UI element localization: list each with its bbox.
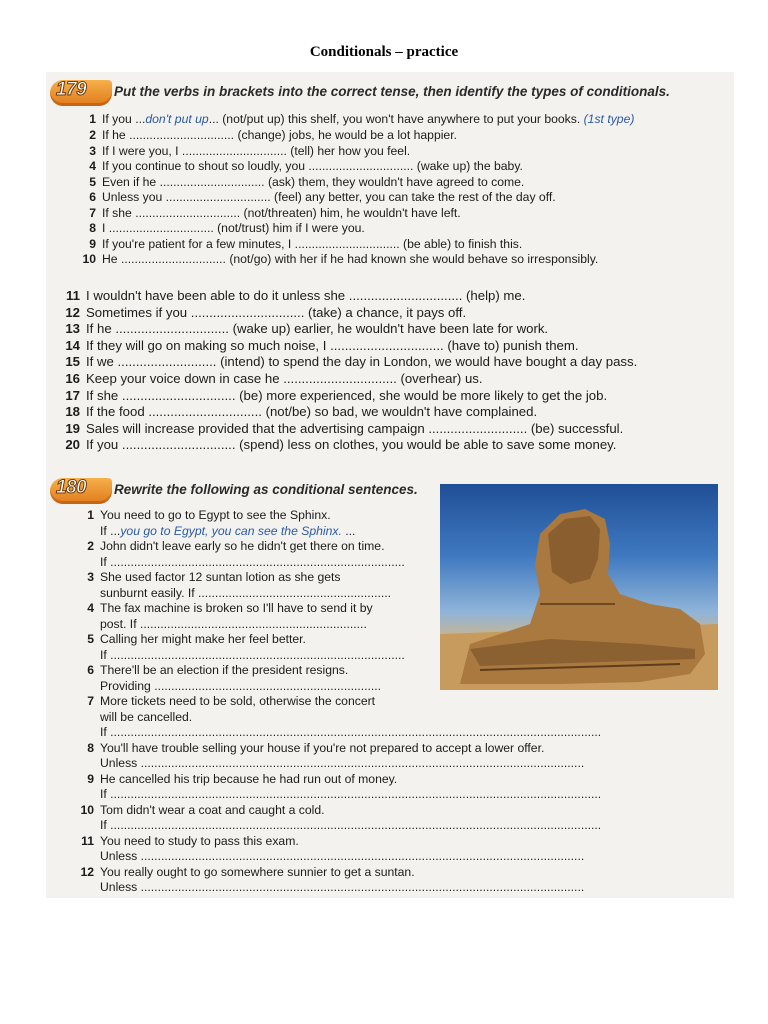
sphinx-photo — [440, 484, 718, 690]
sphinx-illustration — [440, 484, 718, 690]
exercise-instruction: Rewrite the following as conditional sentences. — [114, 482, 418, 497]
example-answer: you go to Egypt, you can see the Sphinx. — [120, 523, 342, 538]
exercise-179-header — [46, 78, 734, 112]
textbook-scan: 179 Put the verbs in brackets into the correct tense, then identify the types of conditionals. 1 If you ...don't put up... (not/put up) this shelf, you won't have anywhere to put your books. (1st type) 2 If he ............................... (change) jobs, he would be a lot happier. 3 If I were you, I ............................... (tell) her how you feel. 4 If you continue to shout so loudly, you ............................... (wake up) the baby. 5 Even if he ............................... (ask) them, they wouldn't have agreed to come. 6 Unless you ............................... (feel) any better, you can take the rest of the day off. 7 If she ............................... (not/threaten) him, he wouldn't have left. 8 I ............................... (not/trust) him if I were you. 9 If you're patient for a few minutes, I ............................... (be able) to finish this. 10 He ............................... (not/go) with her if he had known she would behave so irresponsibly. 11 I wouldn't have been able to do it unless she ............................... (help) me. 12 Sometimes if you ............................... (take) a chance, it pays off. 13 If he ............................... (wake up) earlier, he wouldn't have been late for work. 14 If they will go on making so much noise, I ............................... (have to) punish them. 15 If we ........................... (intend) to spend the day in London, we would have bought a day pass. 16 Keep your voice down in case he ............................... (overhear) us. 17 If she ............................... (be) more experienced, she would be more likely to get the job. 18 If the food ............................... (not/be) so bad, we wouldn't have complained. 19 Sales will increase provided that the advertising campaign ........................... (be) successful. 20 If you ............................... (spend) less on clothes, you would be able to save some money. 180 Rewrite the following as conditional sentences. 1 You need to go to Egypt to see the Sphinx. If ...you go to Egypt, you can see the Sphinx. ... 2 John didn't leave early so he didn't get there on time. If ....................................................................................... 3 She used factor 12 suntan lotion as she gets sunburnt easily. If ......................................................... 4 The fax machine is broken so I'll have to send it by post. If ................................................................... 5 Calling her might make her feel better. If ....................................................................................... 6 There'll be an election if the president resigns. Providing ................................................................... 7 More tickets need to be sold, otherwise the concert will be cancelled. If ................................................................................................................................................. 8 You'll have trouble selling your house if you're not prepared to accept a lower offer. Unless ................................................................................................................................... 9 He cancelled his trip because he had run out of money. If ................................................................................................................................................. 10 Tom didn't wear a coat and caught a cold. If ................................................................................................................................................. 11 You need to study to pass this exam. Unless ................................................................................................................................... 12 You really ought to go somewhere sunnier to get a suntan. Unless ................................................................................................................................... — [46, 72, 734, 898]
exercise-number-badge: 179 — [50, 80, 112, 106]
example-answer-line: If ...you go to Egypt, you can see the Sphinx. ... — [100, 523, 356, 538]
example-type-tag: (1st type) — [583, 112, 635, 126]
exercise-instruction: Put the verbs in brackets into the correct tense, then identify the types of conditionals. — [114, 84, 670, 99]
page-title: Conditionals – practice — [309, 44, 459, 60]
example-answer: don't put up — [145, 112, 209, 126]
exercise-number-badge: 180 — [50, 478, 112, 504]
